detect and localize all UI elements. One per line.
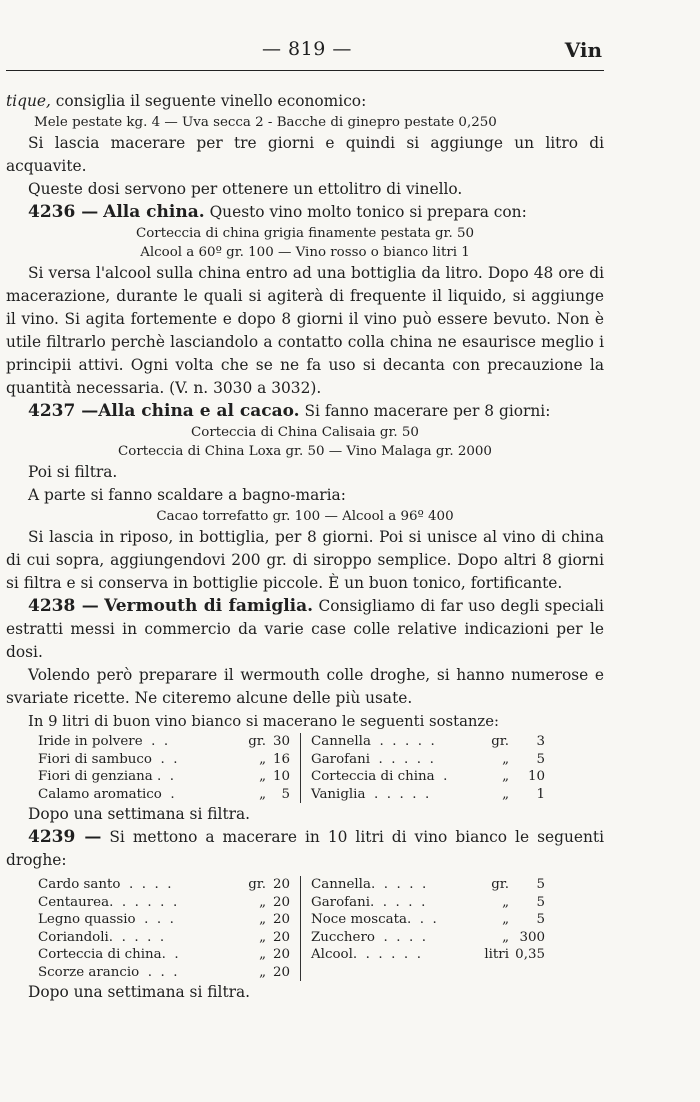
recipe-4238-p2: In 9 litri di buon vino bianco si macerano le seguenti sostanze:	[28, 713, 499, 730]
ingredient-qty: 10	[272, 769, 290, 784]
recipe-title: Alla china.	[103, 202, 205, 222]
ingredient-qty: 5	[281, 786, 290, 802]
recipe-lead: Si mettono a macerare in 10 litri di vino bianco le seguenti droghe:	[6, 828, 604, 869]
ingredient-unit: „	[502, 912, 509, 927]
ingredient-qty: 10	[527, 769, 545, 784]
column-gap	[290, 876, 301, 894]
column-gap	[290, 733, 301, 751]
ingredient-row	[38, 929, 545, 947]
ingredient-unit: „	[259, 769, 266, 784]
recipe-4236-heading	[6, 201, 604, 224]
ingredient-unit: „	[502, 769, 509, 784]
page-number: — 819 —	[262, 38, 352, 60]
recipe-4237-ing3: Cacao torrefatto gr. 100 — Alcool a 96º 400	[156, 509, 454, 524]
ingredient-name: Cannella. . . . .	[301, 876, 482, 894]
ingredient-qty: 20	[272, 877, 290, 892]
ingredient-qty: 20	[272, 929, 290, 945]
ingredient-unit: „	[502, 751, 509, 767]
ingredient-unit: gr.	[248, 734, 266, 749]
column-gap	[290, 964, 301, 982]
recipe-4236-ing1: Corteccia di china grigia finamente pestata gr. 50	[135, 226, 475, 241]
recipe-4239-heading	[6, 826, 604, 872]
ingredient-unit: „	[502, 894, 509, 910]
ingredient-row	[38, 894, 545, 912]
intro-italic: tique,	[6, 92, 51, 110]
ingredient-qty: 0,35	[515, 947, 545, 962]
recipe-4237-p1: Poi si filtra.	[28, 463, 118, 481]
recipe-4236-ing2: Alcool a 60º gr. 100 — Vino rosso o bianco litri 1	[140, 245, 470, 260]
ingredient-name: Garofani . . . . .	[301, 751, 482, 769]
intro-p2: Queste dosi servono per ottenere un ettolitro di vinello.	[28, 180, 463, 198]
ingredient-name: Zucchero . . . .	[301, 929, 482, 947]
column-gap	[290, 768, 301, 786]
intro-ingredients: Mele pestate kg. 4 — Uva secca 2 - Bacche di ginepro pestate 0,250	[34, 115, 497, 130]
recipe-4237-heading	[6, 400, 604, 423]
recipe-4237-ing1: Corteccia di China Calisaia gr. 50	[191, 425, 419, 440]
recipe-number: 4236 —	[28, 202, 99, 222]
ingredient-name: Calamo aromatico .	[38, 786, 175, 802]
page-body	[6, 90, 604, 1004]
ingredient-row	[38, 946, 545, 964]
ingredient-qty: 30	[272, 734, 290, 749]
intro-rest: consiglia il seguente vinello economico:	[50, 92, 367, 110]
ingredient-unit: litri	[484, 947, 509, 962]
recipe-title: Vermouth di famiglia.	[104, 596, 314, 616]
ingredient-unit: „	[259, 929, 266, 945]
recipe-4239-after: Dopo una settimana si filtra.	[28, 983, 251, 1001]
recipe-4238-p1: Volendo però preparare il wermouth colle droghe, si hanno numerose e svariate ricette. Ne citeremo alcune delle più usate.	[6, 666, 604, 707]
column-gap	[290, 751, 301, 769]
recipe-title: Alla china e al cacao.	[98, 401, 300, 421]
ingredient-name: Scorze arancio . . .	[38, 964, 178, 980]
column-gap	[290, 786, 301, 804]
ingredient-row	[38, 876, 545, 894]
running-head: Vin	[564, 38, 602, 62]
ingredient-row	[38, 768, 545, 786]
ingredient-row	[38, 911, 545, 929]
ingredient-name: Centaurea. . . . . .	[38, 894, 178, 910]
ingredient-unit: „	[259, 964, 266, 980]
ingredient-unit: „	[259, 751, 266, 767]
ingredient-name: Corteccia di china. .	[38, 947, 179, 962]
ingredient-unit: „	[259, 786, 266, 802]
ingredient-unit: „	[502, 929, 509, 945]
ingredient-row	[38, 751, 545, 769]
ingredient-unit: „	[502, 786, 509, 802]
ingredient-qty: 5	[536, 894, 545, 910]
header-rule	[6, 70, 604, 71]
ingredient-qty: 20	[272, 912, 290, 927]
intro-p1: Si lascia macerare per tre giorni e quindi si aggiunge un litro di acquavite.	[6, 134, 604, 175]
recipe-number: 4239 —	[28, 827, 102, 847]
ingredient-name: Alcool. . . . . .	[301, 946, 482, 964]
recipe-4238-heading	[6, 595, 604, 664]
ingredient-qty: 20	[272, 964, 290, 980]
ingredient-unit: gr.	[491, 734, 509, 749]
ingredient-unit: gr.	[491, 877, 509, 892]
recipe-4238-after: Dopo una settimana si filtra.	[28, 805, 251, 823]
ingredient-name: Iride in polvere . .	[38, 734, 169, 749]
ingredient-qty: 20	[272, 947, 290, 962]
recipe-number: 4237 —	[28, 401, 99, 421]
recipe-4237-ing2: Corteccia di China Loxa gr. 50 — Vino Malaga gr. 2000	[118, 444, 492, 459]
ingredient-qty: 16	[272, 751, 290, 767]
column-gap	[290, 929, 301, 947]
recipe-4236-text: Si versa l'alcool sulla china entro ad una bottiglia da litro. Dopo 48 ore di macerazione, durante le quali si agiterà di frequente il liquido, si aggiunge il vino. Si agita fortemente e dopo 8 giorni il vino può essere bevuto. Non è utile filtrarlo perchè lasciandolo a contatto colla china ne esaurisce meglio i principii attivi. Ogni volta che se ne fa uso si decanta con precauzione la quantità necessaria. (V. n. 3030 a 3032).	[6, 264, 604, 397]
ingredient-name: Fiori di sambuco . .	[38, 751, 178, 767]
ingredient-qty: 300	[519, 929, 545, 945]
ingredient-qty	[509, 964, 545, 982]
ingredient-name: Noce moscata. . .	[301, 911, 482, 929]
recipe-lead: Questo vino molto tonico si prepara con:	[209, 203, 527, 221]
ingredient-qty: 5	[536, 751, 545, 767]
ingredient-unit: „	[259, 894, 266, 910]
page-header	[0, 38, 700, 68]
ingredient-name: Legno quassio . . .	[38, 912, 174, 927]
ingredient-name	[301, 964, 482, 982]
ingredient-name: Vaniglia . . . . .	[301, 786, 482, 804]
recipe-lead: Consigliamo di far uso degli speciali estratti messi in commercio da varie case colle relative indicazioni per le dosi.	[6, 597, 604, 661]
ingredient-name: Cardo santo . . . .	[38, 877, 172, 892]
ingredient-unit: „	[259, 912, 266, 927]
ingredient-name: Garofani. . . . .	[301, 894, 482, 912]
ingredient-table-4239	[38, 876, 545, 981]
ingredient-name: Cannella . . . . .	[301, 733, 482, 751]
ingredient-row	[38, 964, 545, 982]
ingredient-qty: 20	[272, 894, 290, 910]
intro-line	[6, 90, 604, 113]
ingredient-row	[38, 733, 545, 751]
ingredient-unit	[481, 964, 509, 982]
ingredient-name: Corteccia di china .	[301, 768, 482, 786]
recipe-4237-p2: A parte si fanno scaldare a bagno-maria:	[28, 486, 346, 504]
ingredient-qty: 3	[536, 734, 545, 749]
ingredient-qty: 5	[536, 912, 545, 927]
recipe-number: 4238 —	[28, 596, 99, 616]
recipe-4237-p3: Si lascia in riposo, in bottiglia, per 8 giorni. Poi si unisce al vino di china di cui sopra, aggiungendovi 200 gr. di siroppo semplice. Dopo altri 8 giorni si filtra e si conserva in bottiglie piccole. È un buon tonico, fortificante.	[6, 528, 604, 592]
ingredient-row	[38, 786, 545, 804]
ingredient-unit: „	[259, 947, 266, 962]
column-gap	[290, 894, 301, 912]
ingredient-qty: 5	[536, 877, 545, 892]
ingredient-unit: gr.	[248, 877, 266, 892]
recipe-lead: Si fanno macerare per 8 giorni:	[304, 402, 551, 420]
ingredient-table-4238	[38, 733, 545, 803]
ingredient-name: Fiori di genziana . .	[38, 769, 175, 784]
ingredient-name: Coriandoli. . . . .	[38, 929, 165, 945]
column-gap	[290, 911, 301, 929]
ingredient-qty: 1	[536, 786, 545, 802]
column-gap	[290, 946, 301, 964]
